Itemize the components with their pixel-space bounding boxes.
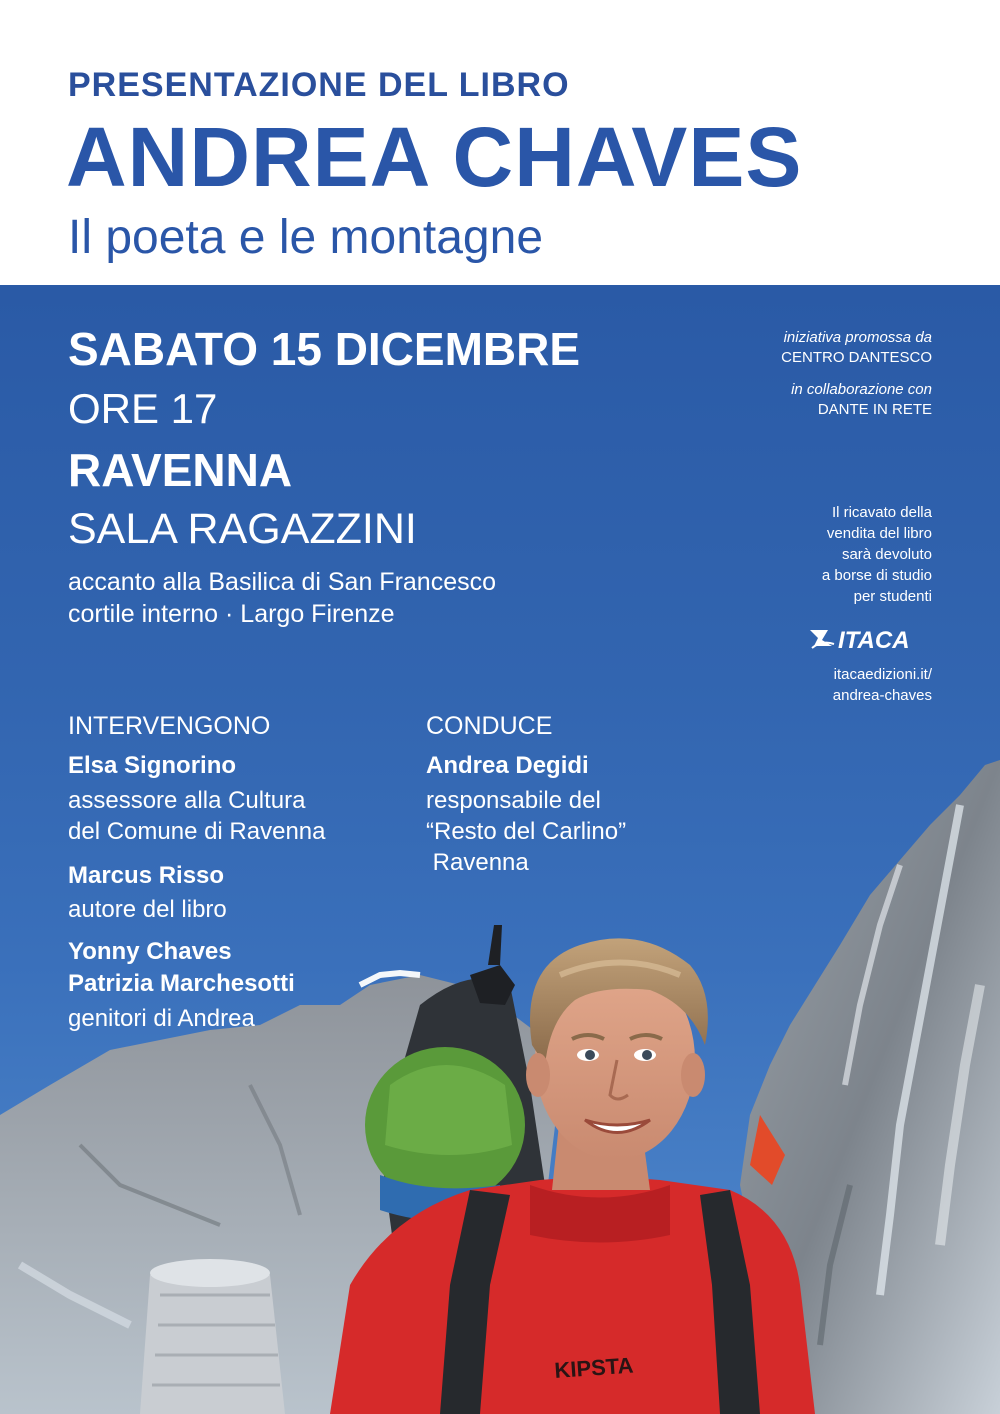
proceeds-line: sarà devoluto <box>841 546 932 563</box>
book-subtitle: Il poeta e le montagne <box>68 211 544 264</box>
speaker-name: Patrizia Marchesotti <box>68 970 295 997</box>
collaboration-label: in collaborazione con <box>791 381 932 398</box>
moderator-role-line: Ravenna <box>426 849 529 876</box>
event-date: SABATO 15 DICEMBRE <box>68 323 581 375</box>
address-line-2: cortile interno · Largo Firenze <box>68 600 395 628</box>
speaker-role: genitori di Andrea <box>68 1005 255 1032</box>
proceeds-line: per studenti <box>853 588 932 605</box>
moderator-role-line: responsabile del <box>426 787 601 814</box>
publisher-url[interactable] <box>833 664 932 706</box>
address-line-1: accanto alla Basilica di San Francesco <box>68 568 497 596</box>
proceeds-line: Il ricavato della <box>831 504 932 521</box>
collaborator-name: DANTE IN RETE <box>817 401 932 418</box>
speaker-name: Elsa Signorino <box>68 752 237 779</box>
header <box>0 0 1000 285</box>
speaker-role-line: del Comune di Ravenna <box>68 818 326 845</box>
event-city: RAVENNA <box>68 444 293 496</box>
speaker-role: autore del libro <box>68 896 227 923</box>
speaker-name: Yonny Chaves <box>68 938 232 965</box>
proceeds-line: vendita del libro <box>826 525 932 542</box>
promoter-name: CENTRO DANTESCO <box>781 349 932 366</box>
moderator-role-line: “Resto del Carlino” <box>426 818 627 845</box>
itaca-logo <box>808 626 934 652</box>
moderator-role <box>426 785 626 878</box>
speaker-name: Marcus Risso <box>68 862 225 889</box>
kicker-text: PRESENTAZIONE DEL LIBRO <box>68 66 570 104</box>
proceeds-note <box>822 502 932 607</box>
speaker-role <box>68 785 326 847</box>
foam-mat <box>140 1268 285 1414</box>
proceeds-line: a borse di studio <box>821 567 932 584</box>
book-title: ANDREA CHAVES <box>66 110 803 204</box>
event-venue: SALA RAGAZZINI <box>68 505 417 553</box>
url-line-1[interactable]: itacaedizioni.it/ <box>833 666 932 683</box>
shirt-logo-text: KIPSTA <box>553 1352 635 1383</box>
event-address <box>68 566 496 630</box>
promoted-by-label: iniziativa promossa da <box>783 329 932 346</box>
moderator-heading: CONDUCE <box>426 712 553 740</box>
promotion-block <box>781 328 932 420</box>
url-line-2[interactable]: andrea-chaves <box>832 687 932 704</box>
moderator-name: Andrea Degidi <box>426 752 589 779</box>
speaker-role-line: assessore alla Cultura <box>68 787 306 814</box>
speakers-heading: INTERVENGONO <box>68 712 271 740</box>
event-time: ORE 17 <box>68 385 218 432</box>
logo-wordmark: ITACA <box>838 627 910 652</box>
